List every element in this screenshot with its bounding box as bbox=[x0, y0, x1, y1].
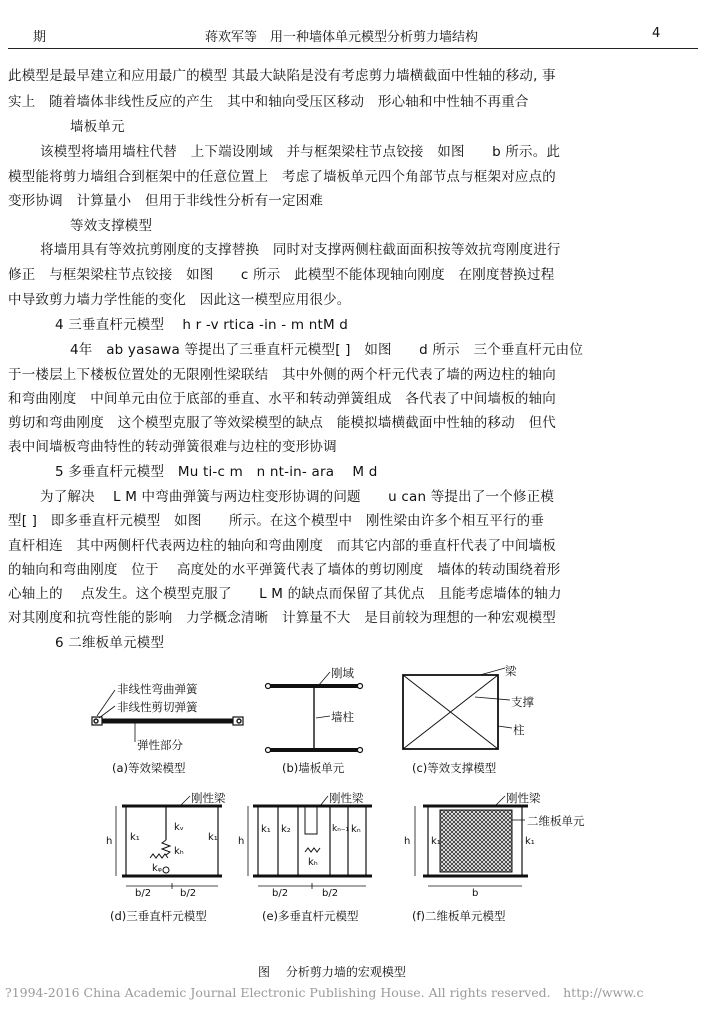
header-title: 蒋欢军等 用一种墙体单元模型分析剪力墙结构 bbox=[205, 30, 479, 45]
label-kn-1: kₙ₋₁ bbox=[332, 824, 350, 834]
label-dim-right: b/2 bbox=[322, 888, 339, 899]
caption-f: (f)二维板单元模型 bbox=[412, 909, 506, 923]
section-heading: 5 多垂直杆元模型 Mu ti-c m n nt-in- ara M d bbox=[55, 464, 378, 480]
body-line: 4年 ab yasawa 等提出了三垂直杆元模型[ ] 如图 d 所示 三个垂直杆元由位 bbox=[70, 342, 584, 358]
section-heading: 6 二维板单元模型 bbox=[55, 635, 165, 651]
label-2d-plate-element: 二维板单元 bbox=[527, 814, 585, 828]
label-dim-right: b/2 bbox=[180, 888, 197, 899]
body-line: 和弯曲刚度 中间单元由位于底部的垂直、水平和转动弹簧组成 各代表了中间墙板的轴向 bbox=[8, 391, 556, 407]
equivalent-brace-diagram bbox=[403, 668, 512, 749]
body-line: 心轴上的 点发生。这个模型克服了 L M 的缺点而保留了其优点 且能考虑墙体的轴力 bbox=[8, 586, 562, 602]
label-beam: 梁 bbox=[505, 664, 517, 678]
label-elastic-part: 弹性部分 bbox=[137, 738, 183, 752]
label-column: 柱 bbox=[513, 723, 525, 737]
body-line: 对其刚度和抗弯性能的影响 力学概念清晰 计算量不大 是目前较为理想的一种宏观模型 bbox=[8, 610, 556, 626]
label-rigid-beam: 刚性梁 bbox=[329, 791, 364, 805]
caption-c: (c)等效支撑模型 bbox=[412, 761, 497, 775]
body-line: 型[ ] 即多垂直杆元模型 如图 所示。在这个模型中 刚性梁由许多个相互平行的垂 bbox=[8, 513, 545, 529]
body-line: 的轴向和弯曲刚度 位于 高度处的水平弹簧代表了墙体的剪切刚度 墙体的转动围绕着形 bbox=[8, 562, 561, 578]
multi-vertical-element-diagram bbox=[248, 796, 372, 889]
body-line: 为了解决 L M 中弯曲弹簧与两边柱变形协调的问题 u can 等提出了一个修正模 bbox=[40, 489, 555, 505]
label-kphi: kᵩ bbox=[152, 863, 162, 874]
label-k1: k₁ bbox=[431, 836, 441, 847]
subsection-heading: 等效支撑模型 bbox=[70, 218, 153, 234]
body-line: 于一楼层上下楼板位置处的无限刚性梁联结 其中外侧的两个杆元代表了墙的两边柱的轴向 bbox=[8, 367, 556, 383]
label-kv: kᵥ bbox=[174, 822, 184, 833]
body-line: 表中间墙板弯曲特性的转动弹簧很难与边柱的变形协调 bbox=[8, 439, 337, 455]
caption-d: (d)三垂直杆元模型 bbox=[110, 909, 207, 923]
label-k1-right: k₁ bbox=[525, 836, 535, 847]
label-height: h bbox=[238, 836, 245, 847]
label-k1: k₁ bbox=[130, 832, 140, 843]
label-brace: 支撑 bbox=[511, 695, 534, 709]
caption-b: (b)墙板单元 bbox=[282, 761, 345, 775]
body-line: 修正 与框架梁柱节点铰接 如图 c 所示 此模型不能体现轴向刚度 在刚度替换过程 bbox=[8, 267, 555, 283]
equivalent-beam-diagram bbox=[92, 690, 243, 742]
body-line: 剪切和弯曲刚度 这个模型克服了等效梁模型的缺点 能模拟墙横截面中性轴的移动 但代 bbox=[8, 415, 556, 431]
label-nonlinear-flexural-spring: 非线性弯曲弹簧 bbox=[117, 682, 198, 696]
page-number: 4 bbox=[652, 26, 661, 41]
section-heading: 4 三垂直杆元模型 h r -v rtica -in - m ntM d bbox=[55, 317, 349, 333]
label-k1-right: k₁ bbox=[208, 832, 218, 843]
label-nonlinear-shear-spring: 非线性剪切弹簧 bbox=[117, 700, 198, 714]
body-line: 直杆相连 其中两侧杆代表两边柱的轴向和弯曲刚度 而其它内部的垂直杆代表了中间墙板 bbox=[8, 538, 556, 554]
label-k2: k₂ bbox=[281, 824, 291, 835]
label-kn: kₙ bbox=[351, 824, 361, 835]
subsection-heading: 墙板单元 bbox=[70, 119, 125, 135]
caption-a: (a)等效梁模型 bbox=[112, 761, 186, 775]
body-line: 变形协调 计算量小 但用于非线性分析有一定困难 bbox=[8, 193, 324, 209]
label-dim-left: b/2 bbox=[272, 888, 289, 899]
label-rigid-beam: 刚性梁 bbox=[191, 791, 226, 805]
figure-caption: 图 分析剪力墙的宏观模型 bbox=[258, 965, 406, 979]
body-line: 模型能将剪力墙组合到框架中的任意位置上 考虑了墙板单元四个角部节点与框架对应点的 bbox=[8, 169, 556, 185]
label-dim-width: b bbox=[472, 888, 479, 899]
body-line: 实上 随着墙体非线性反应的产生 其中和轴向受压区移动 形心轴和中性轴不再重合 bbox=[8, 94, 529, 110]
label-wall-column: 墙柱 bbox=[331, 710, 354, 724]
label-dim-left: b/2 bbox=[135, 888, 152, 899]
label-height: h bbox=[404, 836, 411, 847]
label-rigid-beam: 刚性梁 bbox=[506, 791, 541, 805]
label-kh: kₕ bbox=[174, 846, 184, 857]
label-rigid-zone: 刚域 bbox=[331, 666, 354, 680]
header-issue: 期 bbox=[33, 30, 47, 45]
body-line: 将墙用具有等效抗剪刚度的支撑替换 同时对支撑两侧柱截面面积按等效抗弯刚度进行 bbox=[40, 242, 561, 258]
label-kh: kₕ bbox=[308, 857, 318, 868]
copyright-footer: ?1994-2016 China Academic Journal Electronic Publishing House. All rights reserved. http://www.c bbox=[5, 985, 644, 1000]
caption-e: (e)多垂直杆元模型 bbox=[262, 909, 359, 923]
body-line: 该模型将墙用墙柱代替 上下端设刚域 并与框架梁柱节点铰接 如图 b 所示。此 bbox=[40, 144, 561, 160]
body-line: 中导致剪力墙力学性能的变化 因此这一模型应用很少。 bbox=[8, 292, 351, 308]
label-height: h bbox=[106, 836, 113, 847]
body-line: 此模型是最早建立和应用最广的模型 其最大缺陷是没有考虑剪力墙横截面中性轴的移动, 事 bbox=[8, 68, 556, 84]
label-k1: k₁ bbox=[261, 824, 271, 835]
